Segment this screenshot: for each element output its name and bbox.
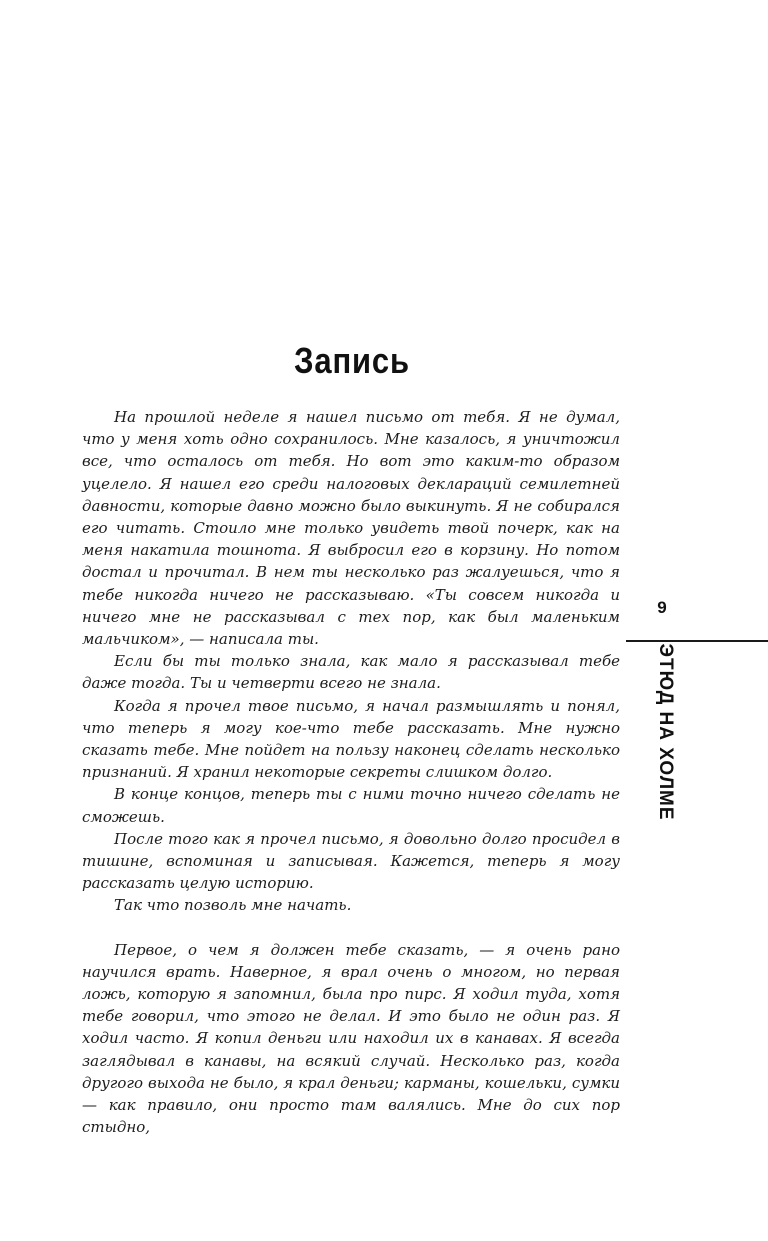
paragraph: Когда я прочел твое письмо, я начал размышлять и понял, что теперь я могу кое-что тебе рассказать. Мне нужно сказать тебе. Мне пойдет на пользу наконец сделать несколько признаний. Я хранил некоторые секреты слишком долго. <box>82 696 620 782</box>
running-title: ЭТЮД НА ХОЛМЕ <box>655 643 676 821</box>
chapter-body <box>82 406 620 1139</box>
paragraph: В конце концов, теперь ты с ними точно ничего сделать не сможешь. <box>82 785 620 826</box>
page-number: 9 <box>657 598 667 617</box>
paragraph: Если бы ты только знала, как мало я рассказывал тебе даже тогда. Ты и четверти всего не знала. <box>82 652 620 693</box>
margin-divider <box>626 640 768 642</box>
paragraph: После того как я прочел письмо, я довольно долго просидел в тишине, вспоминая и записывая. Кажется, теперь я могу рассказать целую историю. <box>82 829 620 893</box>
paragraph: Первое, о чем я должен тебе сказать, — я очень рано научился врать. Наверное, я врал очень о многом, но первая ложь, которую я запомнил, была про пирс. Я ходил туда, хотя тебе говорил, что этого не делал. И это было не один раз. Я ходил часто. Я копил деньги или находил их в канавах. Я всегда заглядывал в канавы, на всякий случай. Несколько раз, когда другого выхода не было, я крал деньги; карманы, кошельки, сумки — как правило, они просто там валялись. Мне до сих пор стыдно, <box>82 940 620 1137</box>
chapter-title: Запись <box>294 340 410 381</box>
section-break <box>82 917 620 939</box>
paragraph: На прошлой неделе я нашел письмо от тебя. Я не думал, что у меня хоть одно сохранилось. Мне казалось, я уничтожил все, что осталось от тебя. Но вот это каким-то образом уцелело. Я нашел его среди налоговых деклараций семилетней давности, которые давно можно было выкинуть. Я не собирался его читать. Стоило мне только увидеть твой почерк, как на меня накатила тошнота. Я выбросил его в корзину. Но потом достал и прочитал. В нем ты несколько раз жалуешься, что я тебе никогда ничего не рассказываю. «Ты совсем никогда и ничего мне не рассказывал с тех пор, как был маленьким мальчиком», — написала ты. <box>82 408 620 649</box>
paragraph: Так что позволь мне начать. <box>114 896 352 915</box>
